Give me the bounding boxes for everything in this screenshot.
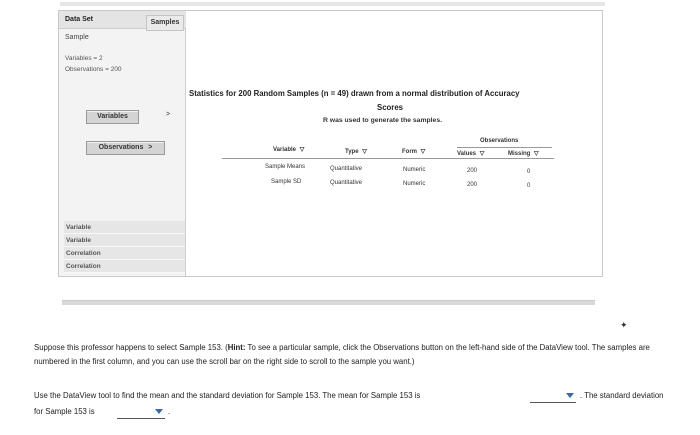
cell-values: 200 (467, 168, 478, 174)
question-line-1: Use the DataView tool to find the mean and the standard deviation for Sample 153. The mean for Sample 153 is (34, 391, 421, 400)
list-item[interactable]: Correlation (64, 260, 185, 273)
caret-down-icon (155, 409, 163, 414)
sidebar (59, 11, 186, 276)
list-item[interactable]: Correlation (64, 247, 185, 260)
hint-label: Hint: (227, 343, 246, 352)
mean-dropdown[interactable] (530, 391, 576, 403)
chevron-right-icon: > (166, 111, 171, 118)
table-header-divider (222, 158, 554, 159)
filter-triangle-icon[interactable]: ▽ (534, 151, 539, 157)
column-header-type[interactable] (345, 148, 367, 155)
caret-down-icon (566, 393, 574, 398)
chevron-right-icon: > (148, 144, 153, 151)
observations-button[interactable] (86, 141, 165, 155)
main-panel (187, 11, 602, 276)
tab-samples[interactable]: Samples (146, 15, 184, 31)
column-header-missing[interactable] (508, 150, 539, 157)
question-line-2: for Sample 153 is (34, 407, 95, 416)
sd-dropdown[interactable] (117, 407, 165, 419)
variables-button[interactable]: Variables (86, 110, 139, 124)
column-header-label: Type (345, 149, 359, 155)
observations-button-label: Observations (98, 144, 144, 151)
filter-triangle-icon[interactable]: ▽ (479, 151, 485, 157)
cell-variable: Sample SD (271, 179, 302, 185)
cell-type: Quantitative (330, 180, 363, 186)
observations-count: Observations = 200 (65, 66, 122, 73)
list-item[interactable]: Variable (64, 221, 185, 234)
column-header-form[interactable] (402, 148, 425, 155)
cell-form: Numeric (403, 181, 426, 187)
cell-missing: 0 (527, 169, 531, 175)
question-paragraph: Suppose this professor happens to select Sample 153. (Hint: To see a particular sample, click the Observations button on the left-hand side of the DataView tool. The samples are numbered in the first column, and you can use the scroll bar on the right side to scroll to the sample you want.) (34, 343, 650, 366)
column-header-values[interactable] (457, 150, 484, 157)
filter-triangle-icon[interactable]: ▽ (362, 149, 367, 155)
cell-variable: Sample Means (265, 164, 306, 170)
page-subtitle: R was used to generate the samples. (323, 117, 442, 124)
question-line-1-suffix: . The standard deviation (580, 391, 664, 400)
filter-triangle-icon[interactable]: ▽ (420, 149, 426, 155)
bottom-divider (62, 300, 595, 305)
page-title-continued: Scores (377, 103, 404, 112)
cell-type: Quantitative (330, 166, 363, 172)
column-header-label: Form (402, 149, 417, 155)
column-header-variable[interactable] (273, 146, 304, 153)
dataview-tool (58, 10, 603, 277)
variables-count: Variables = 2 (65, 55, 103, 62)
column-header-label: Missing (508, 151, 531, 157)
dataset-name: Sample (65, 34, 89, 41)
list-item[interactable]: Variable (64, 234, 185, 247)
cell-values: 200 (467, 182, 478, 188)
column-header-label: Variable (273, 147, 297, 153)
page-title: Statistics for 200 Random Samples (n = 49) drawn from a normal distribution of Accuracy (189, 89, 520, 98)
filter-triangle-icon[interactable]: ▽ (299, 147, 305, 153)
variable-list (64, 221, 185, 273)
cell-missing: 0 (527, 183, 531, 189)
column-header-label: Values (457, 151, 477, 157)
divider (457, 147, 552, 148)
column-group-observations: Observations (480, 138, 519, 144)
top-divider (60, 2, 605, 6)
cell-form: Numeric (403, 167, 426, 173)
dataset-header-label: Data Set (65, 16, 94, 23)
pointer-cursor-icon: ✦ (620, 320, 628, 330)
question-line-2-suffix: . (168, 407, 171, 416)
